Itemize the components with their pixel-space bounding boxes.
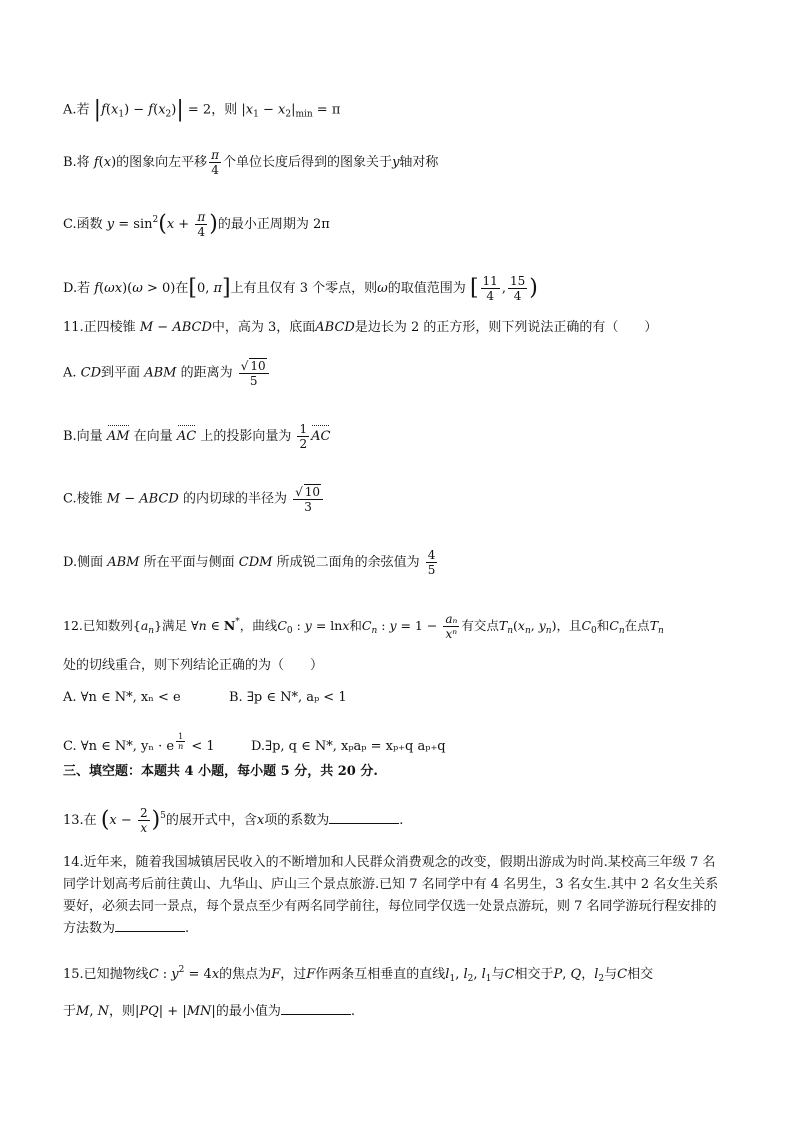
fraction-pi-over-4: $\frac{\pi}{4}$ [197, 210, 206, 239]
q11-stem-mid2: 是边长为 2 的正方形，则下列说法正确的有（ ） [354, 320, 658, 335]
q11-stem-prefix: 11.正四棱锥 [63, 320, 136, 335]
q11-b-prefix: B.向量 [63, 429, 103, 444]
q15-end: . [350, 1004, 355, 1019]
q12-c-prefix: C. ∀n ∈ N*, yₙ · e [63, 739, 175, 754]
q12-stem1-a: 12.已知数列 [63, 618, 133, 633]
q12-stem1-b: 满足 [162, 618, 188, 633]
q15-l1-a: 15.已知抛物线 [63, 967, 149, 982]
q11-stem-mid: 中，高为 3，底面 [211, 320, 316, 335]
q10-a-suffix: = π [312, 102, 341, 118]
q15-line2: 于M, N，则|PQ| + |MN|的最小值为 . [63, 1004, 355, 1019]
q15-line1: 15.已知抛物线C : $y^2 = 4x$的焦点为F，过F作两条互相垂直的直线$l_1$, $l_2$, $l_1$与C相交于P, Q，$l_2$与C相交 [63, 965, 654, 984]
q10-option-a: A.若 $|f(x_1) - f(x_2)| = 2$，则 $|x_1 - x_2|_{min} = \pi$ [63, 97, 341, 122]
q10-b-t2: 个单位长度后得到的图象关于 [223, 155, 393, 170]
q11-option-d: D.侧面 ABM 所在平面与侧面 CDM 所成锐二面角的余弦值为 $\frac{4}{5}$ [63, 548, 436, 577]
q10-a-mid: = 2，则 [183, 102, 238, 118]
q11-c-prefix: C.棱锥 [63, 491, 103, 507]
q10-c-prefix: C.函数 [63, 217, 103, 232]
q14-text: 14.近年来，随着我国城镇居民收入的不断增加和人民群众消费观念的改变，假期出游成为时尚.某校高三年级 7 名同学计划高考后前往黄山、九华山、庐山三个景点旅游.已知 7 名同学中有 4 名男生，3 名女生.其中 2 名女生关系要好，必须去同一景点，每个景点至少有两名同学前往，每位同学仅选一处景点游玩，则 7 名同学游玩行程安排的方法数为 [63, 855, 719, 936]
q11-d-t1: 所在平面与侧面 [143, 555, 235, 570]
q10-d-prefix: D.若 [63, 281, 91, 296]
q12-options-ab [63, 688, 347, 708]
q11-d-t2: 所成锐二面角的余弦值为 [276, 555, 420, 570]
fraction-pi-over-4: $\frac{\pi}{4}$ [211, 148, 220, 177]
answer-blank[interactable] [329, 811, 399, 824]
q15-l2-c: 的最小值为 [215, 1004, 281, 1019]
q10-d-t3: 的取值范围为 [387, 281, 466, 296]
q11-b-t1: 在向量 [133, 429, 173, 444]
q11-c-t1: 的内切球的半径为 [182, 491, 287, 507]
answer-blank[interactable] [115, 919, 185, 932]
q11-a-t1: 到平面 [101, 365, 141, 381]
q13-suffix: 的展开式中，含 [165, 813, 257, 828]
q14-end: . [185, 921, 190, 936]
q11-stem: 11.正四棱锥 M − ABCD中，高为 3，底面ABCD是边长为 2 的正方形，则下列说法正确的有（ ） [63, 320, 658, 335]
q10-d-t1: 在 [175, 281, 189, 296]
q12-option-a: A. ∀n ∈ N*, xₙ < e [63, 690, 181, 705]
q13-end: . [399, 813, 404, 828]
q15-l2-b: ，则 [108, 1004, 135, 1019]
q13-prefix: 13.在 [63, 813, 97, 828]
q15-l1-b: 的焦点为 [219, 967, 272, 982]
abs-bar: | [93, 97, 102, 122]
q12-option-b: B. ∃p ∈ N*, aₚ < 1 [229, 690, 347, 705]
q12-stem1-f: ，且 [556, 618, 582, 633]
q12-options-cd [63, 732, 446, 757]
q12-option-c: C. ∀n ∈ N*, yₙ · e $^{\frac{1}{n}}$ < 1 [63, 732, 215, 754]
q11-a-prefix: A. [63, 365, 77, 381]
q10-c-period: 2π [312, 217, 330, 232]
q11-option-c: C.棱锥 M − ABCD 的内切球的半径为 $\frac{√ 10}{3}$ [63, 484, 325, 514]
q15-l1-f: 相交于 [514, 967, 554, 982]
q15-l1-c: ，过 [280, 967, 307, 982]
q12-stem1-c: ，曲线 [239, 618, 278, 633]
q13: 13.在 (x − $\frac{2}{x}$ )$^5$的展开式中，含x项的系数为 . [63, 806, 404, 835]
q10-c-t1: 的最小正周期为 [217, 217, 309, 232]
q15-l1-h: 与 [604, 967, 618, 982]
q11-d-prefix: D.侧面 [63, 555, 104, 570]
q12-option-d: D.∃p, q ∈ N*, xₚaₚ = xₚ₊q aₚ₊q [250, 739, 446, 754]
q12-stem1-g: 和 [596, 618, 610, 633]
q12-c-suffix: < 1 [187, 739, 215, 754]
q11-option-b: B.向量 AM 在向量 AC 上的投影向量为 $\frac{1}{2}$ AC [63, 422, 331, 451]
q12-stem1-d: 和 [349, 618, 362, 633]
q10-b-prefix: B.将 [63, 155, 90, 170]
q10-option-c: C.函数 $y = \sin^2(x$ + $\frac{\pi}{4}$ )的最小正周期为 2π [63, 210, 330, 239]
q12-stem-line2: 处的切线重合，则下列结论正确的为（ ） [63, 658, 324, 673]
q11-option-a: A. CD到平面 ABM 的距离为 $\frac{√ 10}{5}$ [63, 358, 271, 388]
q10-d-t2: 上有且仅有 3 个零点，则 [230, 281, 378, 296]
q15-l1-i: 相交 [627, 967, 654, 982]
q10-b-t3: 轴对称 [399, 155, 439, 170]
q11-b-t2: 上的投影向量为 [200, 429, 292, 444]
answer-blank[interactable] [281, 1002, 351, 1015]
q10-a-prefix: A.若 [63, 102, 90, 118]
q15-l1-g: ， [581, 967, 595, 982]
q12-stem1-e: 有交点 [461, 618, 499, 633]
q15-l2-a: 于 [63, 1004, 77, 1019]
section-3-heading: 三、填空题：本题共 4 小题，每小题 5 分，共 20 分. [63, 764, 378, 779]
q15-l1-d: 作两条互相垂直的直线 [315, 967, 446, 982]
q11-a-t2: 的距离为 [180, 365, 233, 381]
q10-b-t1: 的图象向左平移 [116, 155, 208, 170]
q10-option-b: B.将 f(x)的图象向左平移 $\frac{\pi}{4}$ 个单位长度后得到的图象关于y轴对称 [63, 148, 439, 177]
q12-stem1-h: 在点 [624, 618, 650, 633]
q13-t2: 项的系数为 [264, 813, 330, 828]
q10-option-d: D.若 f(ωx)(ω > 0)在[0, π]上有且仅有 3 个零点，则ω的取值范围为 [ $\frac{11}{4}$ , $\frac{15}{4}$ ) [63, 274, 538, 303]
q14 [63, 852, 723, 940]
q12-stem-line1: 12.已知数列$\{a_n\}$满足 ∀n ∈ N*，曲线$C_0$ : y = lnx和$C_n$ : y = 1 − $\frac{\text{aₙ}}{\text{xⁿ}}$ 有交点$T_n(x_n$, $y_n$)，且$C_0$和$C_n$在点$T_n$ [63, 612, 664, 641]
q15-l1-e: 与 [491, 967, 505, 982]
